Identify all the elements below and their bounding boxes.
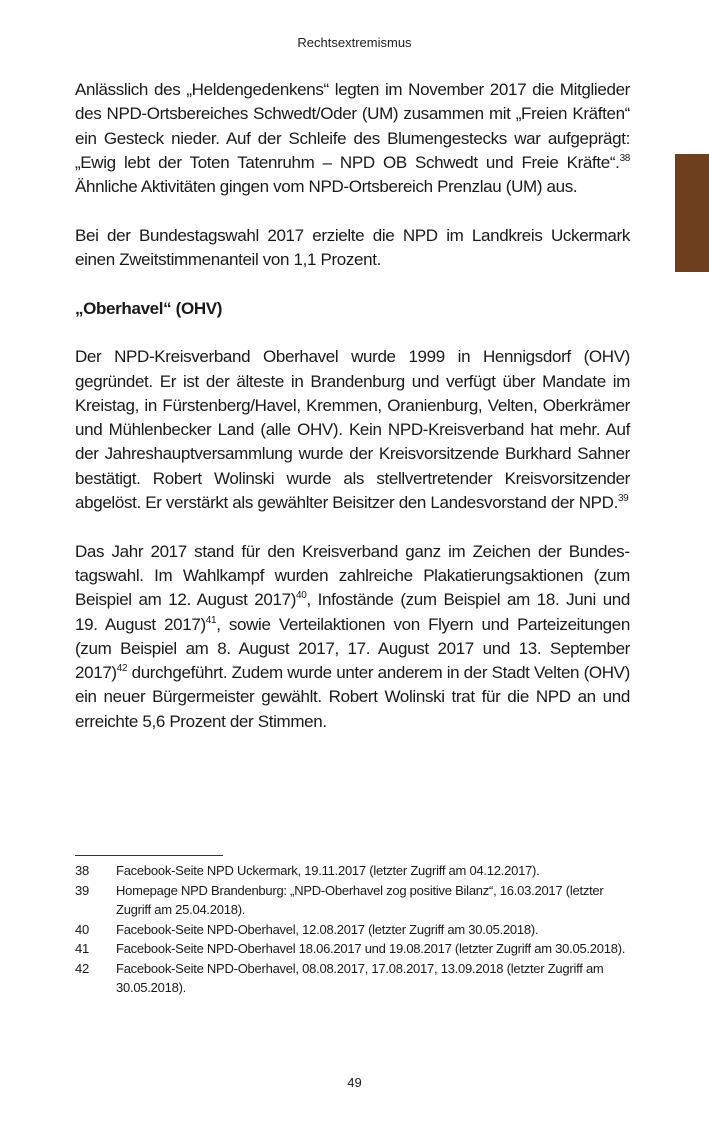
footnote-ref-40[interactable]: 40 [296, 590, 307, 602]
paragraph-kreisverband-oberhavel [75, 345, 630, 515]
footnote-text: Facebook-Seite NPD-Oberhavel, 12.08.2017 (letzter Zugriff am 30.05.2018). [116, 921, 539, 937]
paragraph-wahljahr-2017 [75, 540, 630, 734]
footnote-number: 39 [75, 882, 89, 898]
footnote-number: 42 [75, 960, 89, 976]
footnote-text: Facebook-Seite NPD-Oberhavel, 08.08.2017, 17.08.2017, 13.09.2018 (letzter Zugriff am 30.05.2018). [116, 960, 604, 995]
footnote-text: Facebook-Seite NPD-Oberhavel 18.06.2017 und 19.08.2017 (letzter Zugriff am 30.05.2018). [116, 941, 626, 956]
footnote-38 [75, 861, 635, 881]
paragraph-text: , sowie Verteilaktionen von Flyern und Parteizeitungen (zum Beispiel am 8. August 2017, 17. August 2017 und 13. September 2017) [75, 614, 630, 683]
chapter-tab-marker [675, 154, 709, 272]
footnote-number: 38 [75, 863, 89, 878]
paragraph-heldengedenken [75, 78, 630, 199]
footnotes [75, 861, 635, 998]
footnote-number: 40 [75, 921, 89, 937]
footnote-41 [75, 939, 635, 959]
page-number: 49 [347, 1075, 362, 1090]
paragraph-bundestagswahl-uckermark: Bei der Bundestagswahl 2017 erzielte die NPD im Landkreis Uckermark einen Zweitstimmenanteil von 1,1 Prozent. [75, 225, 630, 270]
footnote-ref-39[interactable]: 39 [617, 493, 629, 505]
footnote-text: Facebook-Seite NPD Uckermark, 19.11.2017 (letzter Zugriff am 04.12.2017). [116, 863, 540, 878]
footnote-ref-38[interactable]: 38 [619, 152, 630, 164]
footnote-40 [75, 920, 635, 940]
footnote-42 [75, 959, 635, 998]
footnote-ref-41[interactable]: 41 [205, 614, 217, 626]
footnote-number: 41 [75, 941, 89, 956]
section-heading-oberhavel: „Oberhavel“ (OHV) [75, 298, 223, 318]
footnote-text: Homepage NPD Brandenburg: „NPD-Oberhavel zog positive Bilanz“, 16.03.2017 (letzter Zugriff am 25.04.2018). [116, 882, 604, 917]
paragraph-text: Anlässlich des „Heldengedenkens“ legten im November 2017 die Mitglieder des NPD-Ortsbereiches Schwedt/Oder (UM) zusammen mit „Freien Kräften“ ein Gesteck nieder. Auf der Schleife des Blumengestecks war aufgeprägt: „Ewig lebt der Toten Tatenruhm – NPD OB Schwedt und Freie Kräfte“. [75, 80, 630, 172]
paragraph-text: , Infostände (zum Beispiel am 18. Juni und 19. August 2017) [75, 590, 631, 634]
footnote-separator [75, 855, 223, 856]
paragraph-text: Ähnliche Aktivitäten gingen vom NPD-Ortsbereich Prenzlau (UM) aus. [75, 177, 578, 197]
body-text [75, 78, 630, 758]
running-head: Rechtsextremismus [297, 35, 412, 50]
paragraph-text: durchgeführt. Zudem wurde unter anderem in der Stadt Velten (OHV) ein neuer Bürgermeister gewählt. Robert Wolinski trat für die NPD an und erreichte 5,6 Prozent der Stimmen. [75, 663, 630, 731]
paragraph-text: Das Jahr 2017 stand für den Kreisverband ganz im Zeichen der Bundestagswahl. Im Wahlkampf wurden zahlreiche Plakatierungsaktionen (zum Beispiel am 12. August 2017) [75, 541, 630, 610]
footnote-39 [75, 881, 635, 920]
paragraph-text: Der NPD-Kreisverband Oberhavel wurde 1999 in Hennigsdorf (OHV) gegründet. Er ist der älteste in Brandenburg und verfügt über Mandate im Kreistag, in Fürstenberg/Havel, Kremmen, Oranienburg, Velten, Oberkrämer und Mühlenbecker Land (alle OHV). Kein NPD-Kreisverband hat mehr. Auf der Jahreshauptversammlung wurde der Kreisvorsitzende Burkhard Sahner bestätigt. Robert Wolinski wurde als stellvertretender Kreisvorsitzender abgelöst. Er verstärkt als gewählter Beisitzer den Landesvorstand der NPD. [75, 347, 630, 513]
footnote-ref-42[interactable]: 42 [116, 663, 128, 675]
